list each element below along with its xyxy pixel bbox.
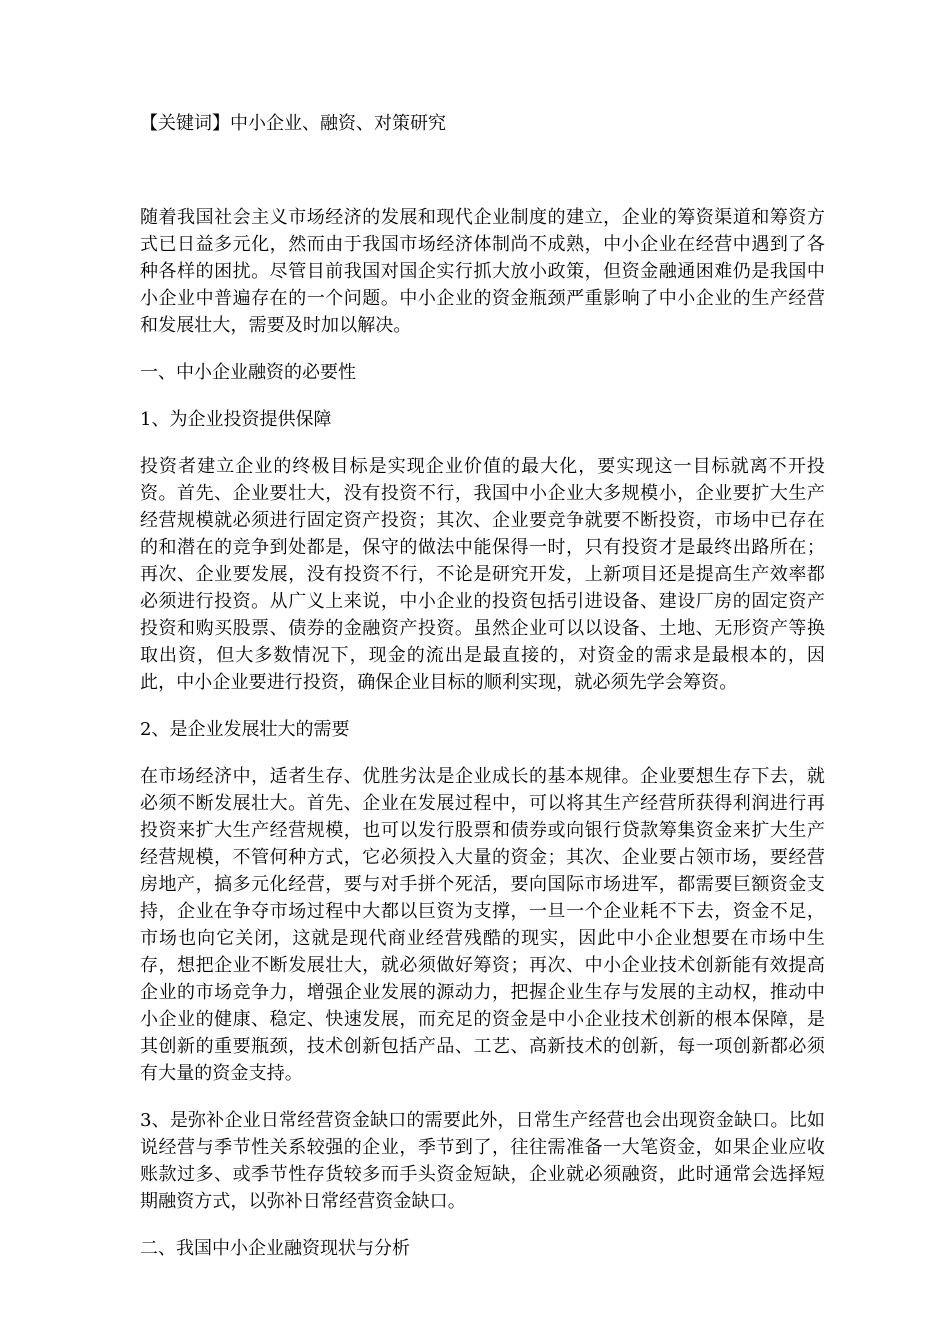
growth-paragraph: 在市场经济中，适者生存、优胜劣汰是企业成长的基本规律。企业要想生存下去，就必须不断发展壮大。首先、企业在发展过程中，可以将其生产经营所获得利润进行再投资来扩大生产经营规模，也可以发行股票和债券或向银行贷款筹集资金来扩大生产经营规模，不管何种方式，它必须投入大量的资金；其次、企业要占领市场，要经营房地产，搞多元化经营，要与对手拼个死活，要向国际市场进军，都需要巨额资金支持，企业在争夺市场过程中大都以巨资为支撑，一旦一个企业耗不下去，资金不足，市场也向它关闭，这就是现代商业经营残酷的现实，因此中小企业想要在市场中生存，想把企业不断发展壮大，就必须做好筹资；再次、中小企业技术创新能有效提高企业的市场竞争力，增强企业发展的源动力，把握企业生存与发展的主动权，推动中小企业的健康、稳定、快速发展，而充足的资金是中小企业技术创新的根本保障，是其创新的重要瓶颈，技术创新包括产品、工艺、高新技术的创新，每一项创新都必须有大量的资金支持。 [140,766,825,1084]
investment-paragraph: 投资者建立企业的终极目标是实现企业价值的最大化，要实现这一目标就离不开投资。首先、企业要壮大，没有投资不行，我国中小企业大多规模小，企业要扩大生产经营规模就必须进行固定资产投资；其次、企业要竞争就要不断投资，市场中已存在的和潜在的竞争到处都是，保守的做法中能保得一时，只有投资才是最终出路所在；再次、企业要发展，没有投资不行，不论是研究开发，上新项目还是提高生产效率都必须进行投资。从广义上来说，中小企业的投资包括引进设备、建设厂房的固定资产投资和购买股票、债券的金融资产投资。虽然企业可以以设备、土地、无形资产等换取出资，但大多数情况下，现金的流出是最直接的，对资金的需求是最根本的，因此，中小企业要进行投资，确保企业目标的顺利实现，就必须先学会筹资。 [140,456,825,693]
funding-gap-paragraph: 3、是弥补企业日常经营资金缺口的需要此外，日常生产经营也会出现资金缺口。比如说经营与季节性关系较强的企业，季节到了，往往需准备一大笔资金，如果企业应收账款过多、或季节性存货较多而手头资金短缺，企业就必须融资，此时通常会选择短期融资方式，以弥补日常经营资金缺口。 [140,1110,825,1212]
section-heading-necessity: 一、中小企业融资的必要性 [140,362,356,383]
section-heading-status-analysis: 二、我国中小企业融资现状与分析 [140,1238,410,1259]
subheading-growth-need: 2、是企业发展壮大的需要 [140,719,350,740]
subheading-investment-guarantee: 1、为企业投资提供保障 [140,409,332,430]
document-body [140,204,825,1282]
keywords-line: 【关键词】中小企业、融资、对策研究 [140,113,446,134]
intro-paragraph: 随着我国社会主义市场经济的发展和现代企业制度的建立，企业的筹资渠道和筹资方式已日益多元化，然而由于我国市场经济体制尚不成熟，中小企业在经营中遇到了各种各样的困扰。尽管目前我国对国企实行抓大放小政策，但资金融通困难仍是我国中小企业中普遍存在的一个问题。中小企业的资金瓶颈严重影响了中小企业的生产经营和发展壮大，需要及时加以解决。 [140,207,825,336]
